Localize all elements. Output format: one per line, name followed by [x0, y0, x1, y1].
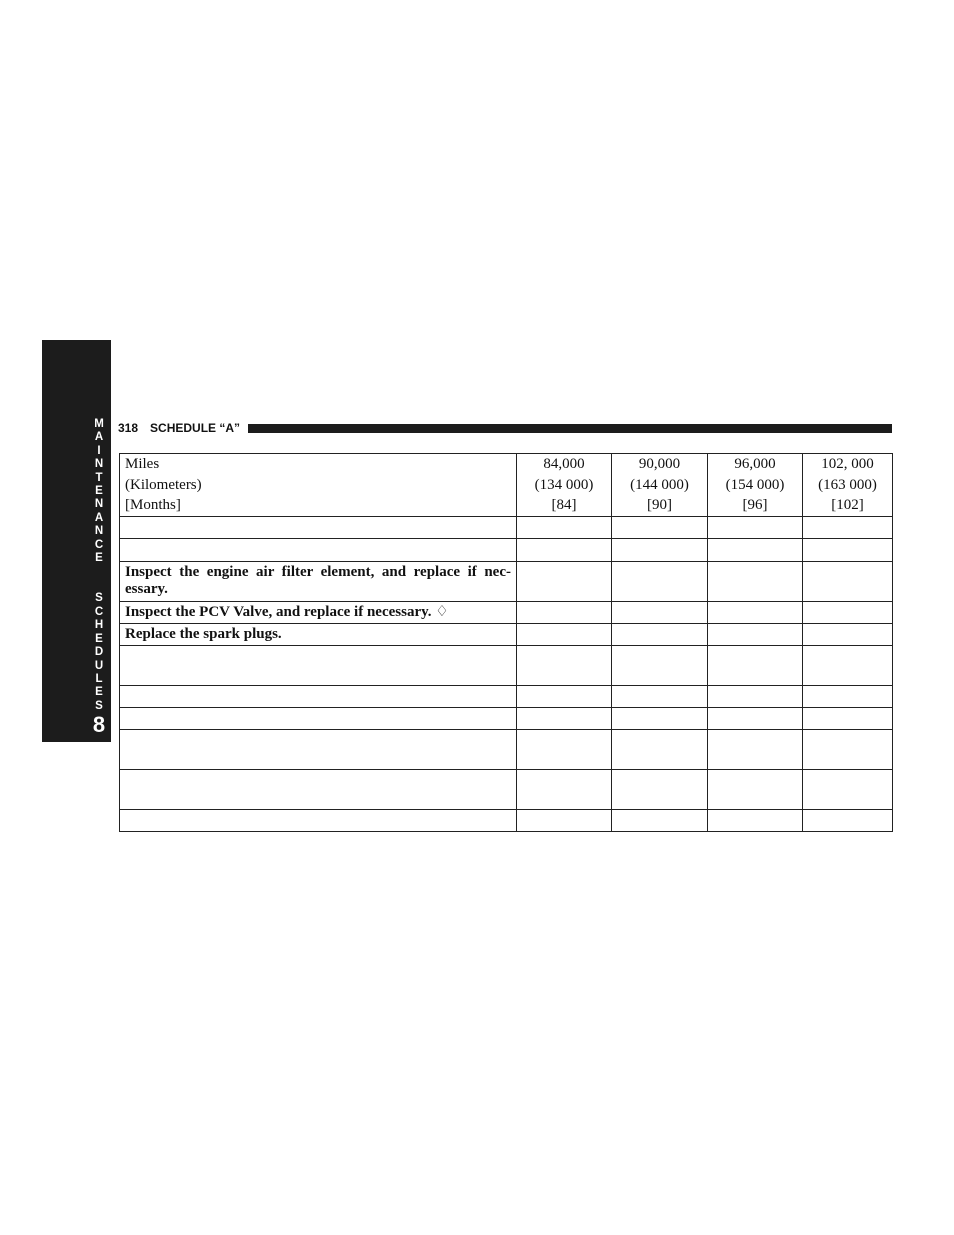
table-cell	[803, 685, 893, 707]
table-cell	[803, 623, 893, 645]
side-letter: E	[95, 485, 103, 498]
table-cell	[708, 538, 803, 561]
table-cell	[612, 685, 708, 707]
table-row	[120, 729, 893, 769]
table-cell	[517, 601, 612, 623]
task-cell	[120, 707, 517, 729]
interval-km: (163 000)	[818, 476, 877, 493]
table-cell	[708, 769, 803, 809]
side-letter: N	[94, 525, 104, 538]
table-cell	[708, 561, 803, 601]
table-cell	[803, 645, 893, 685]
table-cell	[803, 601, 893, 623]
task-cell	[120, 538, 517, 561]
side-letter: N	[94, 498, 104, 511]
interval-header-cell	[517, 454, 612, 517]
table-cell	[517, 538, 612, 561]
side-letter: A	[94, 511, 104, 524]
table-row	[120, 601, 893, 623]
page-title: SCHEDULE “A”	[150, 421, 241, 435]
table-cell	[517, 645, 612, 685]
task-cell	[120, 729, 517, 769]
side-letter: T	[95, 471, 103, 484]
table-cell	[708, 623, 803, 645]
side-letter: L	[95, 672, 103, 685]
table-cell	[708, 809, 803, 831]
table-cell	[517, 707, 612, 729]
table-cell	[803, 707, 893, 729]
side-letter: I	[97, 444, 101, 457]
kilometers-label: (Kilometers)	[125, 476, 202, 493]
task-cell	[120, 685, 517, 707]
months-label: [Months]	[125, 497, 181, 513]
table-cell	[708, 516, 803, 538]
interval-miles: 102, 000	[821, 456, 874, 472]
table-cell	[517, 685, 612, 707]
table-cell	[612, 809, 708, 831]
table-cell	[803, 561, 893, 601]
interval-header-cell	[803, 454, 893, 517]
interval-months: [84]	[551, 497, 577, 513]
table-cell	[708, 601, 803, 623]
table-cell	[612, 538, 708, 561]
table-cell	[517, 623, 612, 645]
interval-km: (154 000)	[725, 476, 785, 493]
table-cell	[517, 729, 612, 769]
table-cell	[708, 729, 803, 769]
header-rule	[248, 424, 892, 433]
header-label-cell	[120, 454, 517, 517]
table-row	[120, 809, 893, 831]
side-letter: S	[95, 699, 103, 712]
interval-km: (144 000)	[630, 476, 689, 493]
table-cell	[612, 623, 708, 645]
table-row	[120, 769, 893, 809]
table-cell	[517, 809, 612, 831]
table-cell	[708, 645, 803, 685]
maintenance-schedule-table	[119, 453, 893, 832]
side-letter: N	[94, 458, 104, 471]
side-letter: C	[94, 605, 104, 618]
table-row	[120, 707, 893, 729]
chapter-number: 8	[92, 712, 106, 737]
interval-months: [102]	[831, 497, 864, 513]
table-cell	[803, 729, 893, 769]
table-row	[120, 538, 893, 561]
side-letter: E	[95, 552, 103, 565]
table-cell	[708, 685, 803, 707]
interval-months: [96]	[742, 497, 768, 513]
table-cell	[612, 516, 708, 538]
table-cell	[612, 707, 708, 729]
table-cell	[612, 729, 708, 769]
table-cell	[517, 561, 612, 601]
task-cell	[120, 809, 517, 831]
interval-header-cell	[708, 454, 803, 517]
side-letter: U	[94, 659, 104, 672]
interval-months: [90]	[647, 497, 672, 513]
table-cell	[708, 707, 803, 729]
task-cell: Replace the spark plugs.	[120, 623, 517, 645]
table-cell	[803, 809, 893, 831]
chapter-side-title	[88, 418, 110, 713]
table-header-row	[120, 454, 893, 517]
table-cell	[517, 769, 612, 809]
table-cell	[803, 538, 893, 561]
table-cell	[803, 769, 893, 809]
side-letter: H	[94, 619, 104, 632]
task-cell	[120, 645, 517, 685]
miles-label: Miles	[125, 456, 160, 472]
side-letter: C	[94, 538, 104, 551]
side-letter: E	[95, 686, 103, 699]
task-cell	[120, 516, 517, 538]
interval-miles: 90,000	[638, 456, 681, 472]
table-row	[120, 645, 893, 685]
task-cell: Inspect the engine air filter element, and replace if nec-essary.	[120, 561, 517, 601]
table-row	[120, 623, 893, 645]
side-letter: A	[94, 431, 104, 444]
interval-header-cell	[612, 454, 708, 517]
table-cell	[612, 561, 708, 601]
table-cell	[612, 769, 708, 809]
task-cell	[120, 769, 517, 809]
task-cell: Inspect the PCV Valve, and replace if necessary. ♢	[120, 601, 517, 623]
table-row	[120, 516, 893, 538]
table-cell	[803, 516, 893, 538]
table-row	[120, 685, 893, 707]
interval-miles: 84,000	[543, 456, 585, 472]
table-cell	[612, 601, 708, 623]
side-letter: E	[95, 632, 103, 645]
table-row	[120, 561, 893, 601]
side-letter: M	[94, 418, 104, 430]
side-letter: D	[94, 646, 104, 659]
interval-km: (134 000)	[534, 476, 594, 493]
table-cell	[612, 645, 708, 685]
page-number: 318	[118, 421, 139, 435]
side-letter: S	[95, 592, 103, 605]
table-cell	[517, 516, 612, 538]
page-header	[118, 420, 892, 436]
interval-miles: 96,000	[734, 456, 776, 472]
side-letter-gap	[88, 565, 110, 592]
